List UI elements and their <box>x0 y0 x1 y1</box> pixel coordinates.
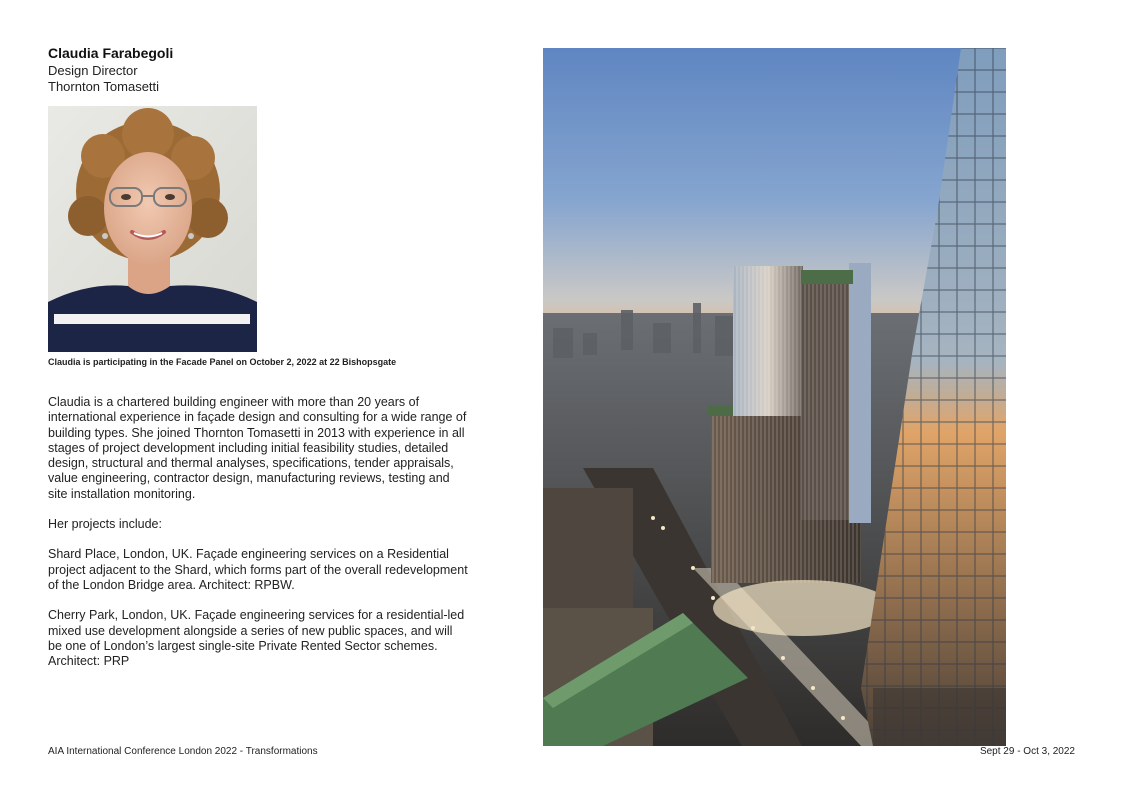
speaker-name: Claudia Farabegoli <box>48 45 174 61</box>
footer-conference-title: AIA International Conference London 2022 - Transformations <box>48 746 318 757</box>
bio-paragraph-cherry-park: Cherry Park, London, UK. Façade engineering services for a residential-led mixed use development alongside a series of new public spaces, and will be one of London’s largest single-site Private Rented Sector schemes. Architect: PRP <box>48 608 465 669</box>
bio-paragraph-projects-heading: Her projects include: <box>48 517 162 532</box>
bio-paragraph-shard-place: Shard Place, London, UK. Façade engineering services on a Residential project adjacent to the Shard, which forms part of the overall redevelopment of the London Bridge area. Architect: RPBW. <box>48 547 468 592</box>
footer-dates: Sept 29 - Oct 3, 2022 <box>979 746 1075 757</box>
photo-caption: Claudia is participating in the Facade Panel on October 2, 2022 at 22 Bishopsgate <box>48 357 397 367</box>
bio-paragraph-intro: Claudia is a chartered building engineer with more than 20 years of international experience in façade design and consulting for a wide range of building types. She joined Thornton Tomasetti in 2013 with experience in all stages of project development including initial feasibility studies, detailed design, structural and thermal analyses, specifications, tender appraisals, value engineering, contractor design, manufacturing reviews, testing and site installation monitoring. <box>48 395 467 501</box>
speaker-title: Design Director <box>48 63 138 78</box>
speaker-company: Thornton Tomasetti <box>48 79 160 94</box>
speaker-photo <box>48 106 257 352</box>
speaker-role <box>48 63 159 95</box>
bio-text <box>48 395 468 684</box>
architectural-render-image <box>543 48 1006 746</box>
